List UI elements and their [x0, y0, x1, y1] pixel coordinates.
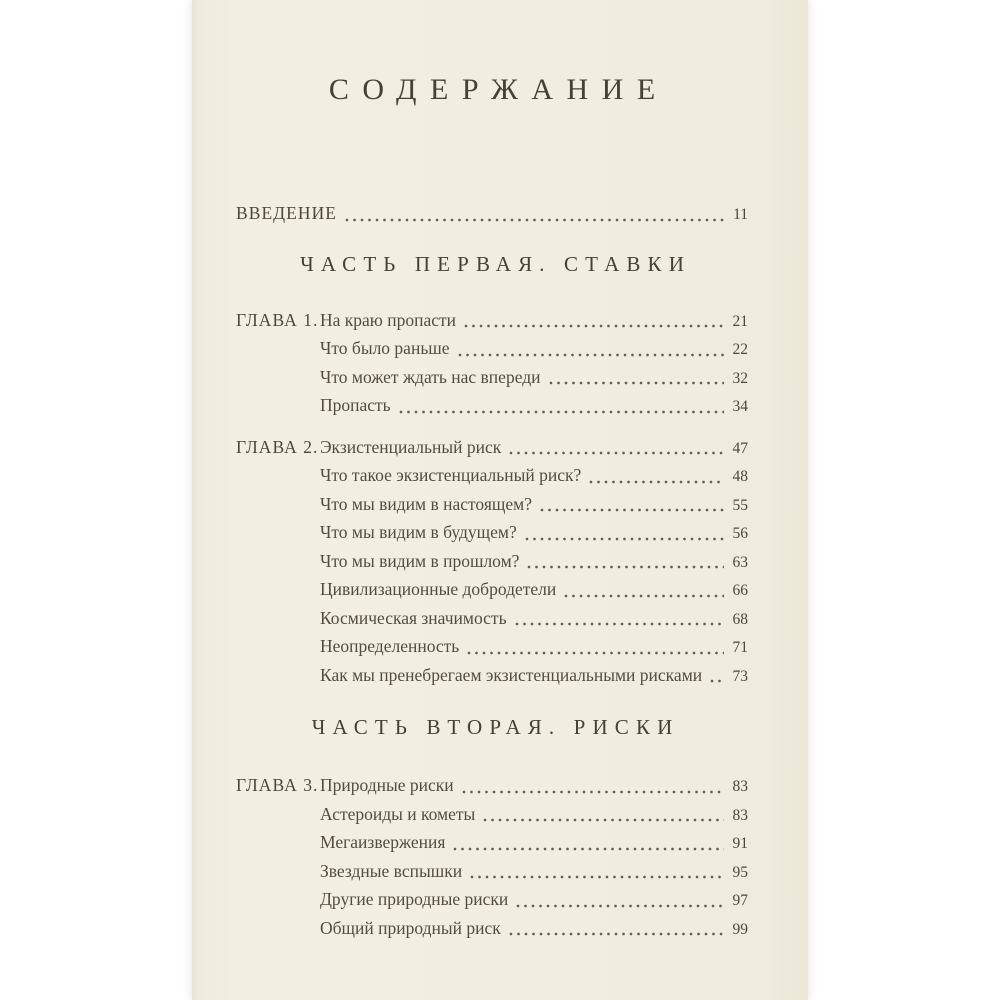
entry-title: Цивилизационные добродетели: [320, 579, 557, 599]
entry-title: Как мы пренебрегаем экзистенциальными рисками: [320, 664, 703, 685]
toc-entry-section: [236, 829, 748, 858]
page-number: 68: [732, 610, 748, 628]
dot-leader: [525, 519, 724, 548]
dot-leader: [467, 633, 724, 662]
dot-leader: [483, 801, 724, 830]
dot-leader: [527, 548, 724, 577]
dot-leader: [589, 462, 724, 491]
dot-leader: [515, 605, 724, 634]
entry-title: Неопределенность: [320, 636, 460, 656]
page-number: 71: [732, 639, 748, 656]
toc-entry-section: [236, 801, 748, 830]
dot-leader: [399, 392, 724, 421]
toc-entry-section: [236, 605, 748, 634]
page-number: 34: [732, 398, 748, 415]
toc-entry-section: [236, 858, 748, 887]
part-heading: ЧАСТЬ ВТОРАЯ. РИСКИ: [311, 715, 680, 739]
dot-leader: [470, 858, 724, 887]
page-number: 55: [732, 496, 748, 514]
page-number: 32: [732, 369, 748, 387]
page-number: 97: [732, 892, 748, 909]
toc-entry-section: [236, 392, 748, 421]
page-number: 99: [732, 920, 748, 938]
entry-title: Звездные вспышки: [320, 860, 463, 881]
page-number: 56: [732, 525, 748, 542]
chapter-label: ГЛАВА 1.: [236, 309, 319, 330]
entry-title: Пропасть: [320, 395, 391, 415]
toc-entry-chapter: [236, 307, 748, 336]
toc-entry-section: [236, 576, 748, 605]
page-number: 83: [732, 806, 748, 824]
toc-entry-section: [236, 335, 748, 364]
chapter-block: [236, 307, 748, 421]
dot-leader: [453, 829, 724, 858]
page-number: 11: [733, 206, 748, 223]
dot-leader: [458, 335, 724, 364]
chapter-label: ГЛАВА 2.: [236, 436, 319, 457]
page-number: 21: [732, 312, 748, 330]
entry-title: ВВЕДЕНИЕ: [236, 203, 338, 223]
chapter-block: [236, 434, 748, 691]
entry-title: Астероиды и кометы: [320, 803, 476, 824]
toc-entry-section: [236, 633, 748, 662]
page-number: 48: [732, 468, 748, 485]
book-page: [192, 0, 808, 1000]
part-heading: ЧАСТЬ ПЕРВАЯ. СТАВКИ: [300, 251, 691, 276]
entry-title: Что было раньше: [320, 338, 450, 358]
entry-title: Космическая значимость: [320, 607, 507, 628]
toc-entry-section: [236, 462, 748, 491]
toc-entry-section: [236, 491, 748, 520]
toc-entry-section: [236, 662, 748, 691]
page-number: 73: [732, 667, 748, 685]
entry-title: Экзистенциальный риск: [320, 436, 502, 457]
dot-leader: [540, 491, 724, 520]
entry-title: Общий природный риск: [320, 917, 501, 938]
dot-leader: [462, 772, 724, 801]
dot-leader: [516, 886, 724, 915]
entry-title: Природные риски: [320, 775, 454, 795]
toc-entry-section: [236, 886, 748, 915]
dot-leader: [710, 662, 724, 691]
entry-title: Что такое экзистенциальный риск?: [320, 465, 582, 485]
dot-leader: [549, 364, 725, 393]
page-number: 91: [732, 835, 748, 852]
entry-title: Что может ждать нас впереди: [320, 366, 541, 387]
entry-title: На краю пропасти: [320, 309, 457, 330]
toc-entry-section: [236, 548, 748, 577]
dot-leader: [564, 576, 724, 605]
page-number: 63: [732, 553, 748, 571]
toc-entry-section: [236, 519, 748, 548]
entry-title: Что мы видим в настоящем?: [320, 493, 532, 514]
entry-title: Мегаизвержения: [320, 832, 446, 852]
chapter-block: [236, 772, 748, 943]
page-number: 83: [732, 778, 748, 795]
page-number: 95: [732, 863, 748, 881]
toc-title: СОДЕРЖАНИЕ: [328, 73, 669, 106]
toc-entry-chapter: [236, 434, 748, 463]
entry-title: Что мы видим в будущем?: [320, 522, 517, 542]
toc-entry-introduction: [236, 200, 748, 229]
dot-leader: [509, 434, 724, 463]
toc-entry-chapter: [236, 772, 748, 801]
dot-leader: [509, 915, 724, 944]
page-number: 47: [732, 439, 748, 457]
toc-entry-section: [236, 915, 748, 944]
toc-entry-section: [236, 364, 748, 393]
page-number: 22: [732, 341, 748, 358]
page-number: 66: [732, 582, 748, 599]
dot-leader: [464, 307, 724, 336]
entry-title: Что мы видим в прошлом?: [320, 550, 520, 571]
entry-title: Другие природные риски: [320, 889, 509, 909]
dot-leader: [345, 200, 724, 229]
chapter-label: ГЛАВА 3.: [236, 775, 319, 795]
